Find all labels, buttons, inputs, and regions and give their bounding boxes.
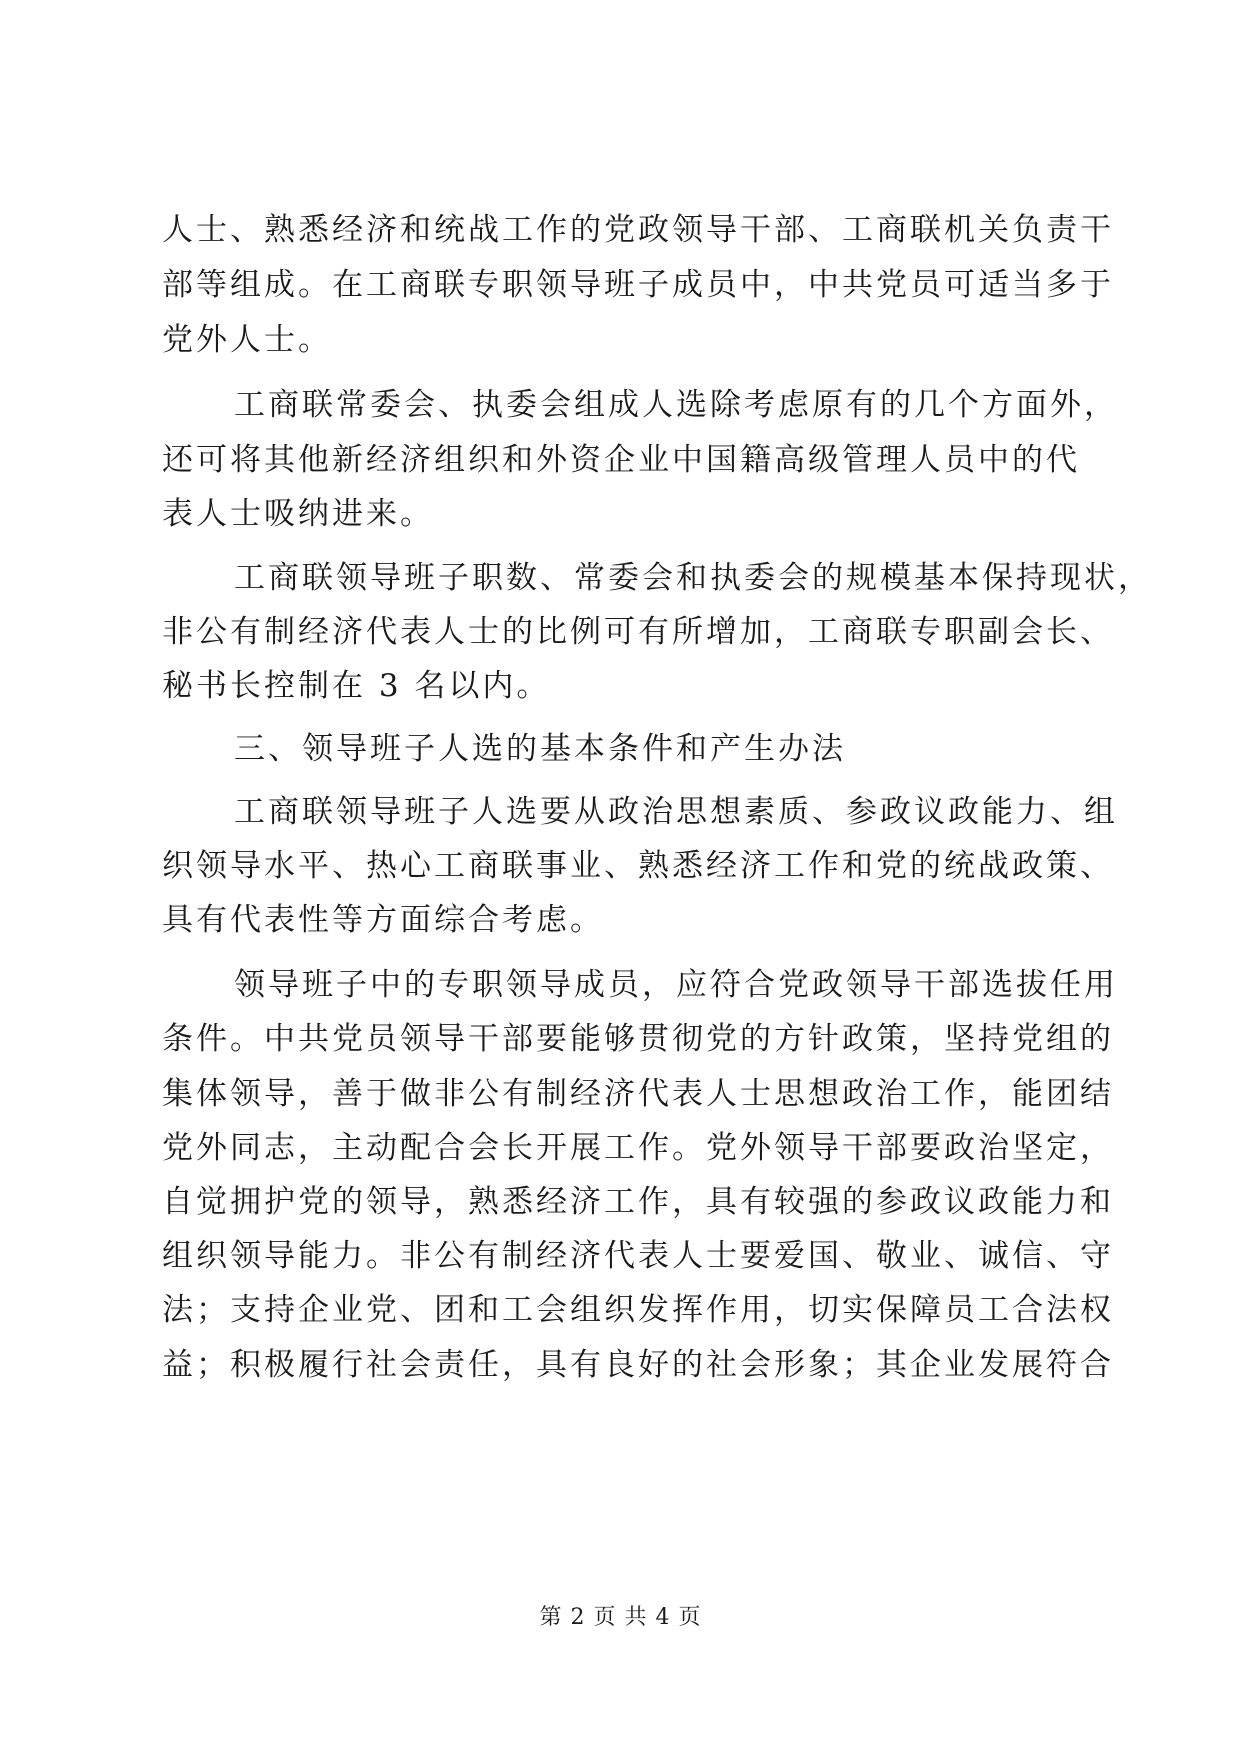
paragraph-first-line: 工商联领导班子职数、常委会和执委会的规模基本保持现状，	[234, 560, 1152, 596]
text-line: 表人士吸纳进来。	[162, 496, 434, 532]
paragraph-first-line: 工商联领导班子人选要从政治思想素质、参政议政能力、组	[234, 794, 1118, 830]
text-line: 组织领导能力。非公有制经济代表人士要爱国、敬业、诚信、守	[162, 1238, 1114, 1274]
text-line: 织领导水平、热心工商联事业、熟悉经济工作和党的统战政策、	[162, 848, 1114, 884]
text-line: 还可将其他新经济组织和外资企业中国籍高级管理人员中的代	[162, 442, 1080, 478]
text-line: 部等组成。在工商联专职领导班子成员中，中共党员可适当多于	[162, 267, 1114, 303]
text-line: 非公有制经济代表人士的比例可有所增加，工商联专职副会长、	[162, 614, 1114, 650]
section-heading: 三、领导班子人选的基本条件和产生办法	[234, 731, 846, 767]
page-number-footer: 第 2 页 共 4 页	[539, 1605, 702, 1630]
paragraph-first-line: 工商联常委会、执委会组成人选除考虑原有的几个方面外，	[234, 387, 1118, 423]
text-line: 秘书长控制在 3 名以内。	[162, 668, 551, 704]
text-line: 党外人士。	[162, 322, 332, 358]
text-line: 益；积极履行社会责任，具有良好的社会形象；其企业发展符合	[162, 1347, 1114, 1383]
paragraph-first-line: 领导班子中的专职领导成员，应符合党政领导干部选拔任用	[234, 967, 1118, 1003]
text-line: 条件。中共党员领导干部要能够贯彻党的方针政策，坚持党组的	[162, 1021, 1114, 1057]
text-line: 具有代表性等方面综合考虑。	[162, 902, 604, 938]
text-line: 法；支持企业党、团和工会组织发挥作用，切实保障员工合法权	[162, 1292, 1114, 1328]
text-line: 人士、熟悉经济和统战工作的党政领导干部、工商联机关负责干	[162, 212, 1114, 248]
text-line: 党外同志，主动配合会长开展工作。党外领导干部要政治坚定，	[162, 1130, 1114, 1166]
text-line: 集体领导，善于做非公有制经济代表人士思想政治工作，能团结	[162, 1076, 1114, 1112]
text-line: 自觉拥护党的领导，熟悉经济工作，具有较强的参政议政能力和	[162, 1184, 1114, 1220]
